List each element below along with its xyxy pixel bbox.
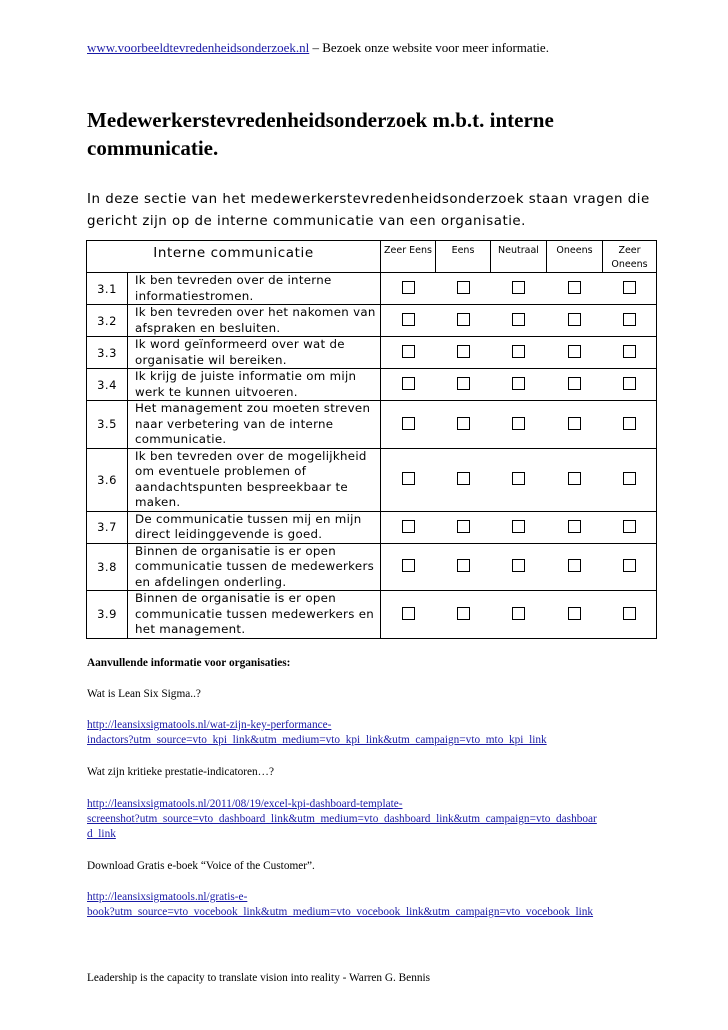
checkbox-zeer-eens[interactable] — [402, 377, 415, 390]
dashboard-link-line2[interactable]: screenshot?utm_source=vto_dashboard_link&utm_medium=vto_dashboard_link&utm_campaign=vto_dashboar — [87, 813, 597, 825]
checkbox-neutraal[interactable] — [512, 345, 525, 358]
website-link[interactable]: www.voorbeeldtevredenheidsonderzoek.nl — [87, 40, 310, 55]
ebook-link[interactable] — [87, 890, 667, 920]
question-row — [87, 511, 657, 543]
checkbox-oneens[interactable] — [568, 377, 581, 390]
question-number: 3.3 — [87, 337, 128, 369]
checkbox-oneens[interactable] — [568, 281, 581, 294]
page-header — [87, 40, 549, 56]
question-text: Ik ben tevreden over de mogelijkheid om eventuele problemen of aandachtspunten bespreekbaar te maken. — [128, 448, 381, 511]
checkbox-zeer-oneens[interactable] — [623, 520, 636, 533]
intro-text: In deze sectie van het medewerkerstevredenheidsonderzoek staan vragen die gericht zijn op de interne communicatie van een organisatie. — [87, 192, 650, 229]
question-number: 3.2 — [87, 305, 128, 337]
dashboard-link-line1[interactable]: http://leansixsigmatools.nl/2011/08/19/excel-kpi-dashboard-template- — [87, 798, 403, 810]
checkbox-zeer-eens[interactable] — [402, 417, 415, 430]
question-text: De communicatie tussen mij en mijn direct leidinggevende is goed. — [128, 511, 381, 543]
checkbox-oneens[interactable] — [568, 520, 581, 533]
additional-info-heading: Aanvullende informatie voor organisaties: — [87, 657, 291, 669]
checkbox-zeer-eens[interactable] — [402, 313, 415, 326]
survey-table — [86, 240, 657, 639]
survey-title: Interne communicatie — [87, 241, 381, 273]
checkbox-eens[interactable] — [457, 520, 470, 533]
checkbox-eens[interactable] — [457, 281, 470, 294]
checkbox-eens[interactable] — [457, 607, 470, 620]
question-lean-six-sigma: Wat is Lean Six Sigma..? — [87, 688, 201, 700]
checkbox-oneens[interactable] — [568, 417, 581, 430]
checkbox-neutraal[interactable] — [512, 559, 525, 572]
checkbox-oneens[interactable] — [568, 313, 581, 326]
checkbox-zeer-oneens[interactable] — [623, 472, 636, 485]
question-row — [87, 401, 657, 449]
dashboard-link-line3[interactable]: d_link — [87, 828, 116, 840]
checkbox-zeer-oneens[interactable] — [623, 377, 636, 390]
checkbox-zeer-oneens[interactable] — [623, 345, 636, 358]
question-number: 3.7 — [87, 511, 128, 543]
checkbox-eens[interactable] — [457, 377, 470, 390]
question-number: 3.1 — [87, 273, 128, 305]
checkbox-zeer-oneens[interactable] — [623, 607, 636, 620]
question-row — [87, 337, 657, 369]
checkbox-zeer-oneens[interactable] — [623, 313, 636, 326]
question-kpi: Wat zijn kritieke prestatie-indicatoren…? — [87, 766, 274, 778]
option-zeer-oneens: Zeer Oneens — [603, 241, 657, 273]
question-row — [87, 305, 657, 337]
checkbox-zeer-eens[interactable] — [402, 520, 415, 533]
question-text: Binnen de organisatie is er open communicatie tussen medewerkers en het management. — [128, 591, 381, 639]
checkbox-zeer-oneens[interactable] — [623, 417, 636, 430]
checkbox-oneens[interactable] — [568, 472, 581, 485]
checkbox-eens[interactable] — [457, 345, 470, 358]
question-text: Binnen de organisatie is er open communicatie tussen de medewerkers en afdelingen onderling. — [128, 543, 381, 591]
checkbox-neutraal[interactable] — [512, 472, 525, 485]
question-text: Ik ben tevreden over de interne informatiestromen. — [128, 273, 381, 305]
checkbox-zeer-eens[interactable] — [402, 472, 415, 485]
download-ebook-text: Download Gratis e-boek “Voice of the Customer”. — [87, 860, 315, 872]
question-text: Ik ben tevreden over het nakomen van afspraken en besluiten. — [128, 305, 381, 337]
page-title: Medewerkerstevredenheidsonderzoek m.b.t. interne communicatie. — [87, 108, 554, 160]
checkbox-zeer-eens[interactable] — [402, 281, 415, 294]
checkbox-eens[interactable] — [457, 559, 470, 572]
checkbox-eens[interactable] — [457, 417, 470, 430]
question-text: Ik word geïnformeerd over wat de organisatie wil bereiken. — [128, 337, 381, 369]
question-number: 3.9 — [87, 591, 128, 639]
question-text: Ik krijg de juiste informatie om mijn werk te kunnen uitvoeren. — [128, 369, 381, 401]
kpi-link-line2[interactable]: indactors?utm_source=vto_kpi_link&utm_medium=vto_kpi_link&utm_campaign=vto_mto_kpi_link — [87, 734, 547, 746]
question-row — [87, 369, 657, 401]
checkbox-zeer-eens[interactable] — [402, 559, 415, 572]
checkbox-neutraal[interactable] — [512, 607, 525, 620]
checkbox-eens[interactable] — [457, 313, 470, 326]
checkbox-zeer-eens[interactable] — [402, 345, 415, 358]
option-neutraal: Neutraal — [491, 241, 547, 273]
checkbox-oneens[interactable] — [568, 345, 581, 358]
checkbox-zeer-eens[interactable] — [402, 607, 415, 620]
ebook-link-line2[interactable]: book?utm_source=vto_vocebook_link&utm_medium=vto_vocebook_link&utm_campaign=vto_vocebook_link — [87, 906, 594, 918]
checkbox-oneens[interactable] — [568, 607, 581, 620]
option-oneens: Oneens — [547, 241, 603, 273]
checkbox-neutraal[interactable] — [512, 520, 525, 533]
checkbox-neutraal[interactable] — [512, 377, 525, 390]
kpi-link[interactable] — [87, 718, 667, 748]
checkbox-neutraal[interactable] — [512, 313, 525, 326]
question-row — [87, 448, 657, 511]
additional-info — [87, 657, 667, 920]
checkbox-oneens[interactable] — [568, 559, 581, 572]
question-row — [87, 591, 657, 639]
checkbox-zeer-oneens[interactable] — [623, 281, 636, 294]
page-footer: Leadership is the capacity to translate vision into reality - Warren G. Bennis — [87, 972, 431, 984]
question-row — [87, 543, 657, 591]
question-number: 3.4 — [87, 369, 128, 401]
survey-header-row — [87, 241, 657, 273]
kpi-link-line1[interactable]: http://leansixsigmatools.nl/wat-zijn-key-performance- — [87, 719, 332, 731]
dashboard-link[interactable] — [87, 797, 667, 842]
option-zeer-eens: Zeer Eens — [381, 241, 436, 273]
checkbox-neutraal[interactable] — [512, 417, 525, 430]
question-number: 3.5 — [87, 401, 128, 449]
question-number: 3.6 — [87, 448, 128, 511]
header-text: – Bezoek onze website voor meer informatie. — [309, 40, 549, 55]
ebook-link-line1[interactable]: http://leansixsigmatools.nl/gratis-e- — [87, 891, 248, 903]
question-row — [87, 273, 657, 305]
question-text: Het management zou moeten streven naar verbetering van de interne communicatie. — [128, 401, 381, 449]
checkbox-zeer-oneens[interactable] — [623, 559, 636, 572]
checkbox-neutraal[interactable] — [512, 281, 525, 294]
question-number: 3.8 — [87, 543, 128, 591]
checkbox-eens[interactable] — [457, 472, 470, 485]
option-eens: Eens — [436, 241, 491, 273]
